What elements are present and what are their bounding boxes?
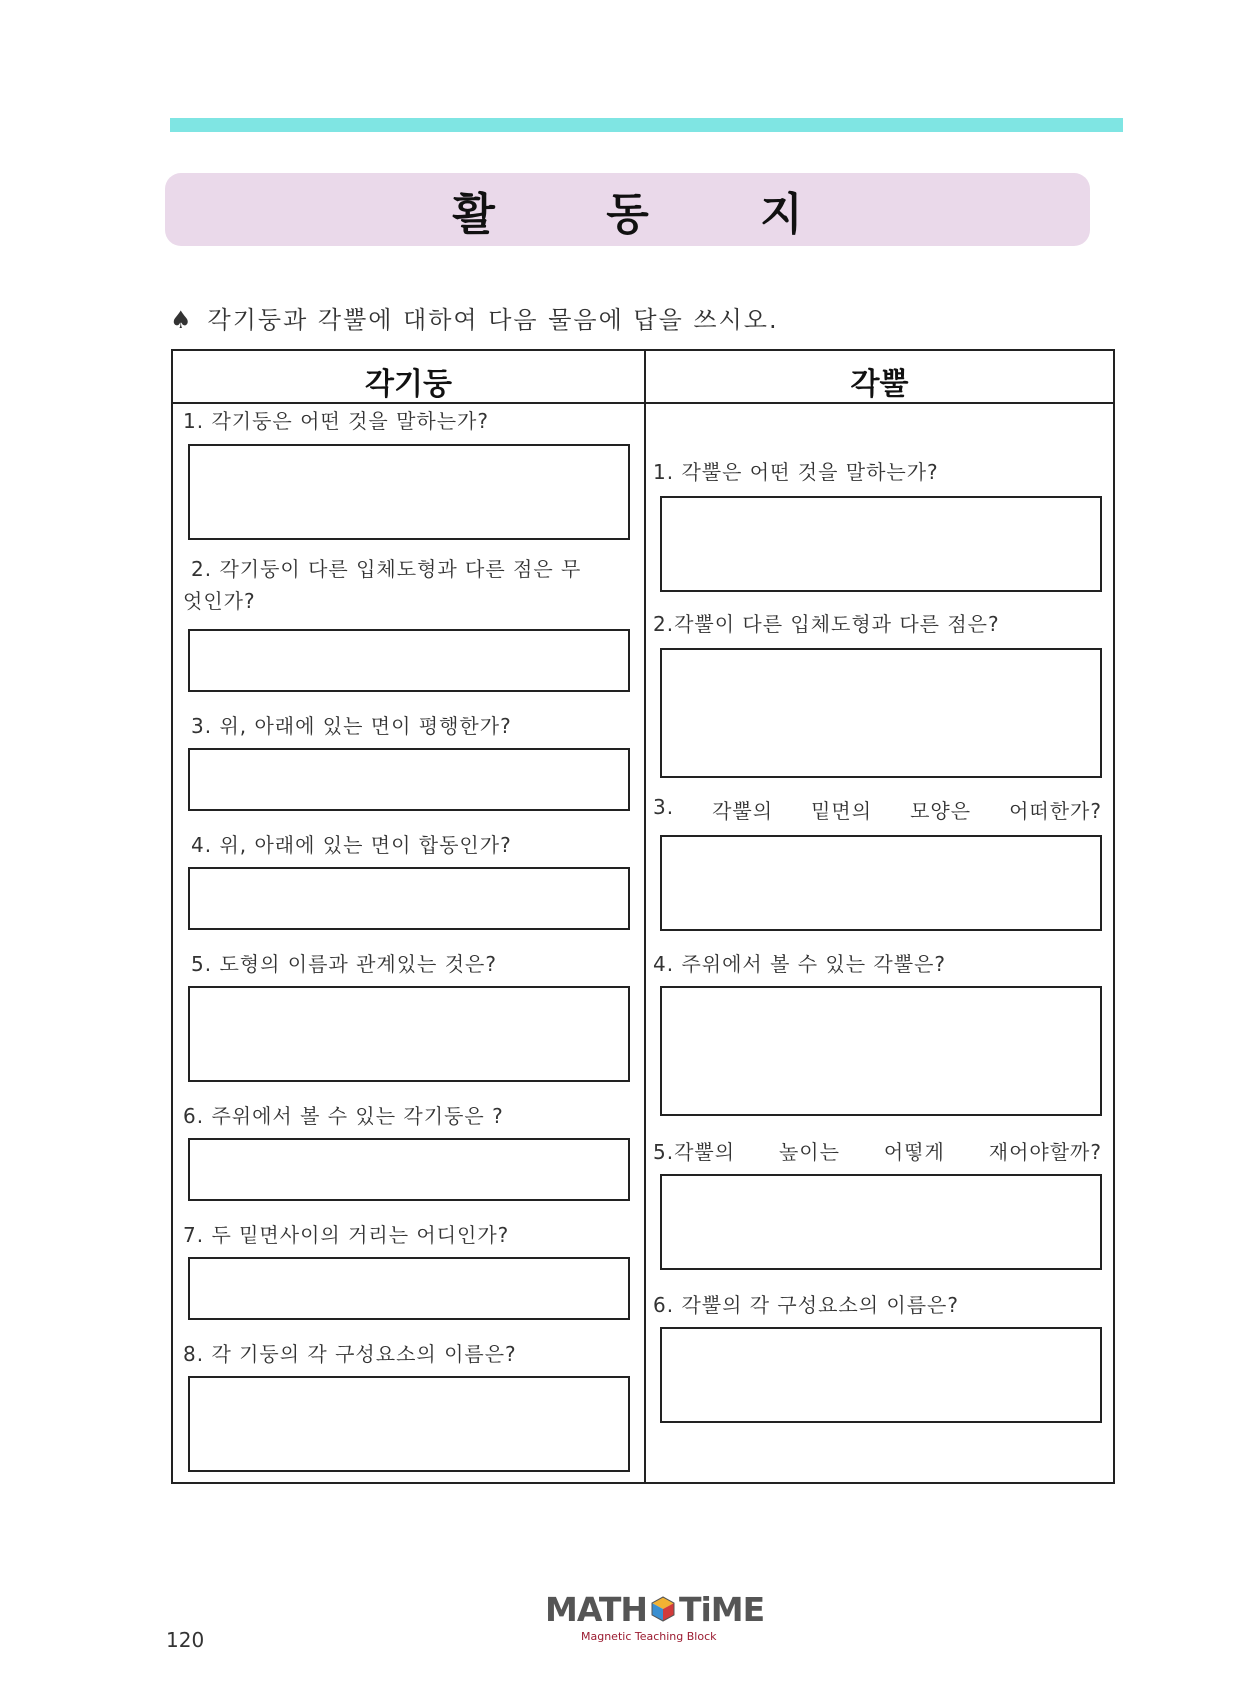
prism-question-8: 8. 각 기둥의 각 구성요소의 이름은? xyxy=(183,1342,517,1366)
prism-question-6: 6. 주위에서 볼 수 있는 각기둥은 ? xyxy=(183,1104,504,1128)
pyramid-answer-box-5[interactable] xyxy=(660,1174,1102,1270)
prism-question-3: 3. 위, 아래에 있는 면이 평행한가? xyxy=(191,714,512,738)
pyramid-question-5-word: 높이는 xyxy=(778,1140,840,1164)
spade-icon: ♠ xyxy=(170,306,194,334)
worksheet-table xyxy=(171,349,1115,1484)
pyramid-question-4: 4. 주위에서 볼 수 있는 각뿔은? xyxy=(653,952,947,976)
pyramid-question-3-word: 모양은 xyxy=(910,799,972,823)
prism-question-1: 1. 각기둥은 어떤 것을 말하는가? xyxy=(183,409,489,433)
pyramid-answer-box-4[interactable] xyxy=(660,986,1102,1116)
pyramid-question-1: 1. 각뿔은 어떤 것을 말하는가? xyxy=(653,460,939,484)
logo-text-time: TiME xyxy=(678,1590,765,1629)
prism-question-2: 2. 각기둥이 다른 입체도형과 다른 점은 무엇인가? xyxy=(183,557,582,613)
header-divider xyxy=(173,402,1113,404)
pyramid-question-3-word: 어떠한가? xyxy=(1009,799,1102,823)
prism-question-4: 4. 위, 아래에 있는 면이 합동인가? xyxy=(191,833,512,857)
top-accent-bar xyxy=(170,118,1123,132)
pyramid-question-5-word: 5.각뿔의 xyxy=(653,1140,736,1164)
cube-icon xyxy=(649,1594,677,1630)
prism-answer-box-3[interactable] xyxy=(188,748,630,811)
prism-answer-box-4[interactable] xyxy=(188,867,630,930)
pyramid-question-5-word: 재어야할까? xyxy=(988,1140,1102,1164)
pyramid-question-3 xyxy=(653,795,1102,824)
prism-question-5: 5. 도형의 이름과 관계있는 것은? xyxy=(191,952,497,976)
pyramid-question-3-word: 밑면의 xyxy=(811,799,873,823)
prism-answer-box-6[interactable] xyxy=(188,1138,630,1201)
pyramid-question-5-word: 어떻게 xyxy=(883,1140,945,1164)
pyramid-answer-box-1[interactable] xyxy=(660,496,1102,592)
prism-answer-box-8[interactable] xyxy=(188,1376,630,1472)
pyramid-question-2: 2.각뿔이 다른 입체도형과 다른 점은? xyxy=(653,612,1000,636)
pyramid-question-5 xyxy=(653,1136,1102,1165)
prism-answer-box-1[interactable] xyxy=(188,444,630,540)
logo-tagline: Magnetic Teaching Block xyxy=(581,1629,717,1643)
prism-answer-box-2[interactable] xyxy=(188,629,630,692)
pyramid-question-3-number: 3. xyxy=(653,795,675,819)
column-header-prism: 각기둥 xyxy=(365,367,452,402)
pyramid-question-6: 6. 각뿔의 각 구성요소의 이름은? xyxy=(653,1293,959,1317)
instruction xyxy=(170,300,779,335)
logo-text-math: MATH xyxy=(545,1590,647,1629)
math-time-logo xyxy=(545,1590,765,1646)
pyramid-answer-box-6[interactable] xyxy=(660,1327,1102,1423)
prism-answer-box-5[interactable] xyxy=(188,986,630,1082)
pyramid-question-3-word: 각뿔의 xyxy=(712,799,774,823)
prism-question-7: 7. 두 밑면사이의 거리는 어디인가? xyxy=(183,1223,510,1247)
pyramid-answer-box-2[interactable] xyxy=(660,648,1102,778)
column-divider xyxy=(644,351,646,1482)
instruction-text: 각기둥과 각뿔에 대하여 다음 물음에 답을 쓰시오. xyxy=(207,306,779,334)
title-banner xyxy=(165,173,1090,246)
column-header-pyramid: 각뿔 xyxy=(850,367,909,402)
page-title: 활 동 지 xyxy=(452,188,851,240)
prism-answer-box-7[interactable] xyxy=(188,1257,630,1320)
page-number: 120 xyxy=(166,1628,205,1652)
pyramid-answer-box-3[interactable] xyxy=(660,835,1102,931)
